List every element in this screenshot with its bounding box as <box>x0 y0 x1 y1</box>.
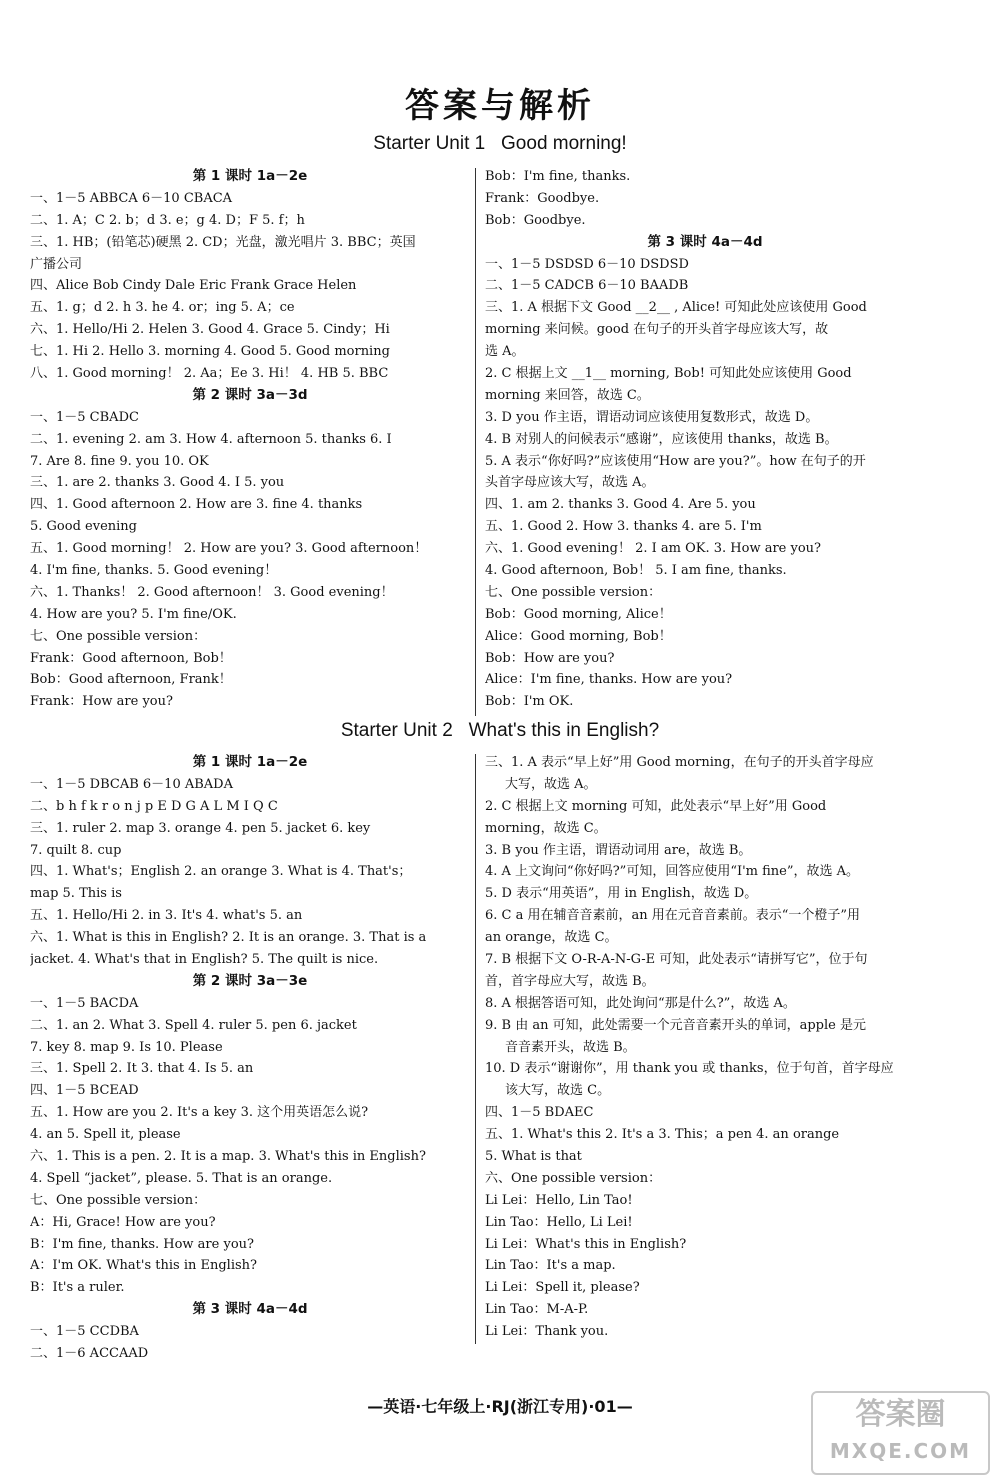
answer-line: 9. B 由 an 可知，此处需要一个元音音素开头的单词，apple 是元 <box>485 1017 866 1033</box>
answer-line: 三、1. A 根据下文 Good __2__ , Alice! 可知此处应该使用 Good <box>485 300 867 316</box>
answer-line: morning 来回答，故选 C。 <box>485 387 650 403</box>
answer-line: Li Lei：Hello, Lin Tao! <box>485 1192 633 1208</box>
answer-line: 10. D 表示“谢谢你”，用 thank you 或 thanks，位于句首，首字母应 <box>485 1061 894 1077</box>
answer-line: jacket. 4. What's that in English? 5. The quilt is nice. <box>30 952 379 968</box>
column-divider <box>475 754 476 1344</box>
answer-line: 4. A 上文询问“你好吗?”可知，回答应使用“I'm fine”，故选 A。 <box>485 864 860 880</box>
answer-line: 七、One possible version： <box>30 1192 207 1208</box>
lesson-heading: 第 3 课时 4a－4d <box>647 233 763 250</box>
answer-line: Alice：Good morning, Bob！ <box>485 628 672 644</box>
answer-line: 三、1. are 2. thanks 3. Good 4. I 5. you <box>30 475 285 491</box>
answer-line: 三、1. HB；(铅笔芯)硬黑 2. CD；光盘，激光唱片 3. BBC；英国 <box>30 234 416 250</box>
unit-1-heading: Starter Unit 1 Good morning! <box>373 133 627 154</box>
answer-line: B：It's a ruler. <box>30 1280 125 1296</box>
answer-line: 2. C 根据上文 morning 可知，此处表示“早上好”用 Good <box>485 798 827 814</box>
answer-line: Bob：Goodbye. <box>485 212 586 228</box>
page-footer: —英语·七年级上·RJ(浙江专用)·01— <box>367 1397 633 1416</box>
answer-line: 四、1. Good afternoon 2. How are 3. fine 4. thanks <box>30 497 363 513</box>
page-title: 答案与解析 <box>405 86 595 126</box>
answer-line: 二、1. evening 2. am 3. How 4. afternoon 5. thanks 6. I <box>30 431 392 447</box>
answer-line: 五、1. Hello/Hi 2. in 3. It's 4. what's 5. an <box>30 908 303 924</box>
answer-line: Lin Tao：It's a map. <box>485 1258 616 1274</box>
answer-line: 一、1－5 DBCAB 6－10 ABADA <box>30 776 233 792</box>
answer-line: 一、1－5 DSDSD 6－10 DSDSD <box>485 256 689 272</box>
answer-line: 7. Are 8. fine 9. you 10. OK <box>30 453 209 469</box>
answer-line: 五、1. Good 2. How 3. thanks 4. are 5. I'm <box>485 519 762 535</box>
answer-line: 8. A 根据答语可知，此处询问“那是什么?”，故选 A。 <box>485 995 796 1011</box>
lesson-heading: 第 2 课时 3a－3d <box>192 386 308 403</box>
answer-line: morning，故选 C。 <box>485 820 607 836</box>
answer-line: 4. How are you? 5. I'm fine/OK. <box>30 606 237 622</box>
answer-line: map 5. This is <box>30 886 122 902</box>
answer-line: 五、1. Good morning！ 2. How are you? 3. Good afternoon！ <box>30 541 428 557</box>
answer-line: Lin Tao：M-A-P. <box>485 1302 589 1318</box>
answer-line: 5. Good evening <box>30 519 137 535</box>
answer-line: 3. D you 作主语，谓语动词应该使用复数形式，故选 D。 <box>485 409 819 425</box>
answer-line: 该大写，故选 C。 <box>505 1083 611 1099</box>
answer-line: 7. B 根据下文 O-R-A-N-G-E 可知，此处表示“请拼写它”，位于句 <box>485 952 868 968</box>
answer-line: 二、1－5 CADCB 6－10 BAADB <box>485 278 689 294</box>
answer-line: 六、1. Good evening！ 2. I am OK. 3. How are you? <box>485 541 822 557</box>
answer-line: 三、1. A 表示“早上好”用 Good morning，在句子的开头首字母应 <box>485 755 874 770</box>
answer-line: 五、1. How are you 2. It's a key 3. 这个用英语怎么说? <box>30 1105 369 1121</box>
answer-line: 4. Good afternoon, Bob！ 5. I am fine, thanks. <box>485 563 787 579</box>
answer-line: Frank：How are you? <box>30 694 173 710</box>
unit-2-right-column <box>485 752 925 1343</box>
answer-line: 五、1. g；d 2. h 3. he 4. or；ing 5. A；ce <box>30 300 295 316</box>
unit-2-left-column <box>30 752 470 1365</box>
answer-line: 首，首字母应大写，故选 B。 <box>485 973 655 989</box>
answer-line: 四、1－5 BDAEC <box>485 1105 594 1121</box>
answer-line: Bob：Good morning, Alice！ <box>485 606 672 622</box>
answer-line: 五、1. What's this 2. It's a 3. This；a pen 4. an orange <box>485 1127 840 1143</box>
answer-line: morning 来问候。good 在句子的开头首字母应该大写，故 <box>485 322 829 338</box>
answer-line: Frank：Good afternoon, Bob！ <box>30 650 232 666</box>
watermark-logo <box>811 1391 990 1475</box>
answer-line: 三、1. ruler 2. map 3. orange 4. pen 5. jacket 6. key <box>30 820 371 836</box>
unit-1-left-column <box>30 166 470 713</box>
answer-line: 二、1. an 2. What 3. Spell 4. ruler 5. pen 6. jacket <box>30 1017 357 1033</box>
answer-line: 3. B you 作主语，谓语动词用 are，故选 B。 <box>485 842 752 858</box>
answer-line: A：Hi, Grace! How are you? <box>30 1214 216 1230</box>
answer-line: 一、1－5 ABBCA 6－10 CBACA <box>30 190 233 206</box>
answer-line: Bob：I'm fine, thanks. <box>485 169 631 184</box>
answer-line: 5. A 表示“你好吗?”应该使用“How are you?”。how 在句子的开 <box>485 453 866 469</box>
answer-line: 一、1－5 BACDA <box>30 995 139 1011</box>
answer-line: Bob：I'm OK. <box>485 694 574 710</box>
answer-line: A：I'm OK. What's this in English? <box>30 1258 258 1274</box>
answer-line: 六、1. Hello/Hi 2. Helen 3. Good 4. Grace 5. Cindy；Hi <box>30 322 390 338</box>
answer-line: 音音素开头，故选 B。 <box>505 1039 636 1055</box>
answer-line: 5. What is that <box>485 1149 582 1165</box>
answer-line: an orange，故选 C。 <box>485 930 618 946</box>
lesson-heading: 第 1 课时 1a－2e <box>192 754 308 770</box>
column-divider <box>475 168 476 716</box>
answer-line: Li Lei：What's this in English? <box>485 1236 687 1252</box>
answer-line: 大写，故选 A。 <box>505 776 597 792</box>
answer-line: 七、One possible version： <box>30 628 207 644</box>
answer-line: Bob：How are you? <box>485 650 615 666</box>
answer-line: 六、1. Thanks！ 2. Good afternoon！ 3. Good evening！ <box>30 584 394 600</box>
answer-line: 六、One possible version： <box>485 1170 662 1186</box>
answer-line: Lin Tao：Hello, Li Lei! <box>485 1214 633 1230</box>
watermark-logo-text: 答案圈 <box>855 1397 946 1432</box>
answer-line: 7. quilt 8. cup <box>30 842 122 858</box>
answer-line: 八、1. Good morning！ 2. Aa；Ee 3. Hi！ 4. HB 5. BBC <box>30 366 389 382</box>
answer-line: 4. I'm fine, thanks. 5. Good evening！ <box>30 563 278 579</box>
answer-line: 六、1. This is a pen. 2. It is a map. 3. What's this in English? <box>30 1149 426 1165</box>
answer-line: Alice：I'm fine, thanks. How are you? <box>485 672 733 688</box>
answer-line: 一、1－5 CCDBA <box>30 1324 139 1340</box>
watermark-url: MXQE.COM <box>829 1439 972 1463</box>
answer-line: B：I'm fine, thanks. How are you? <box>30 1236 254 1252</box>
answer-line: 2. C 根据上文 __1__ morning, Bob! 可知此处应该使用 Good <box>485 366 852 382</box>
answer-line: Li Lei：Spell it, please? <box>485 1280 640 1296</box>
answer-line: 三、1. Spell 2. It 3. that 4. Is 5. an <box>30 1061 254 1077</box>
lesson-heading: 第 2 课时 3a－3e <box>192 972 308 989</box>
unit-2-heading: Starter Unit 2 What's this in English? <box>340 720 660 741</box>
answer-line: 6. C a 用在辅音音素前，an 用在元音音素前。表示“一个橙子”用 <box>485 908 861 924</box>
answer-line: 四、1－5 BCEAD <box>30 1083 139 1099</box>
answer-line: 六、1. What is this in English? 2. It is an orange. 3. That is a <box>30 930 427 946</box>
answer-line: 7. key 8. map 9. Is 10. Please <box>30 1039 223 1055</box>
answer-line: 广播公司 <box>30 256 83 272</box>
answer-line: 头首字母应该大写，故选 A。 <box>485 475 655 491</box>
answer-line: 七、1. Hi 2. Hello 3. morning 4. Good 5. Good morning <box>30 344 390 360</box>
answer-line: 选 A。 <box>485 344 525 360</box>
unit-1-right-column <box>485 166 925 713</box>
answer-line: 四、1. am 2. thanks 3. Good 4. Are 5. you <box>485 497 756 513</box>
answer-line: Bob：Good afternoon, Frank！ <box>30 672 232 688</box>
answer-line: 四、Alice Bob Cindy Dale Eric Frank Grace Helen <box>30 278 357 294</box>
answer-line: 一、1－5 CBADC <box>30 409 139 425</box>
answer-line: 4. B 对别人的问候表示“感谢”，应该使用 thanks，故选 B。 <box>485 431 838 447</box>
answer-line: 二、1. A；C 2. b；d 3. e；g 4. D；F 5. f；h <box>30 212 305 228</box>
answer-line: 二、1－6 ACCAAD <box>30 1346 149 1362</box>
answer-line: 5. D 表示“用英语”，用 in English，故选 D。 <box>485 886 758 902</box>
answer-line: Li Lei：Thank you. <box>485 1324 609 1340</box>
answer-line: 四、1. What's；English 2. an orange 3. What is 4. That's； <box>30 864 412 880</box>
answer-line: 4. Spell “jacket”, please. 5. That is an orange. <box>30 1170 333 1186</box>
answer-line: 二、b h f k r o n j p E D G A L M I Q C <box>30 798 278 814</box>
answer-line: 4. an 5. Spell it, please <box>30 1127 181 1143</box>
lesson-heading: 第 1 课时 1a－2e <box>192 168 308 184</box>
answer-line: Frank：Goodbye. <box>485 190 600 206</box>
lesson-heading: 第 3 课时 4a－4d <box>192 1301 308 1318</box>
answer-line: 七、One possible version： <box>485 584 662 600</box>
